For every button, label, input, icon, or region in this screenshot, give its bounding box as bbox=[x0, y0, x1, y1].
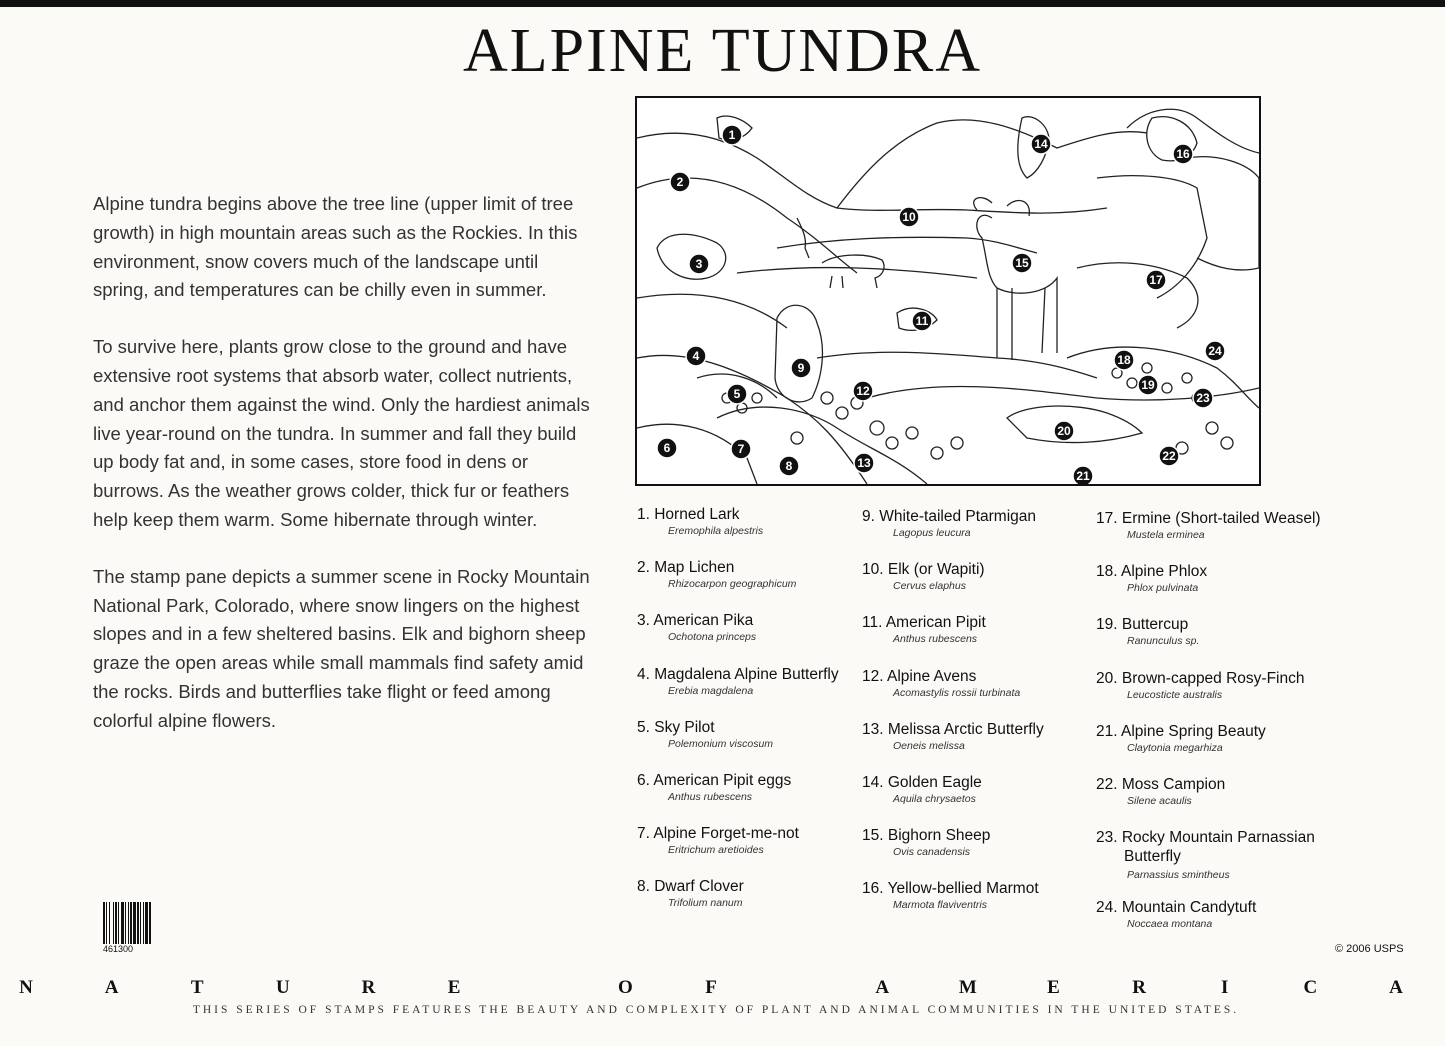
svg-text:9: 9 bbox=[797, 361, 805, 375]
svg-text:23: 23 bbox=[1196, 391, 1210, 405]
svg-text:6: 6 bbox=[663, 441, 671, 455]
series-letter: I bbox=[1221, 977, 1229, 998]
series-letter: C bbox=[1303, 977, 1318, 998]
svg-text:11: 11 bbox=[915, 314, 929, 328]
number-badge bbox=[1012, 253, 1032, 273]
legend-item: 24. Mountain Candytuft Noccaea montana bbox=[1096, 899, 1257, 931]
series-letter: T bbox=[190, 977, 204, 998]
svg-text:22: 22 bbox=[1162, 449, 1176, 463]
number-badge bbox=[1205, 341, 1225, 361]
svg-text:17: 17 bbox=[1149, 273, 1163, 287]
legend-column-1 bbox=[637, 505, 877, 931]
legend-item: 17. Ermine (Short-tailed Weasel) Mustela erminea bbox=[1096, 510, 1321, 541]
number-badge bbox=[670, 172, 690, 192]
legend-item: 9. White-tailed Ptarmigan Lagopus leucura bbox=[862, 508, 1037, 539]
intro-paragraph: To survive here, plants grow close to the ground and have extensive root systems that absorb water, collect nutrients, and anchor them against the wind. Only the hardiest animals live year-round on the tundra. In summer and fall they build up body fat and, in some cases, store food in dens or burrows. As the weather grows colder, thick fur or feathers help keep them warm. Some hibernate through winter. bbox=[93, 336, 590, 530]
number-badge bbox=[779, 456, 799, 476]
number-badge bbox=[1138, 375, 1158, 395]
series-letter: E bbox=[1047, 977, 1060, 998]
svg-text:21: 21 bbox=[1076, 469, 1090, 483]
svg-text:5: 5 bbox=[733, 387, 741, 401]
legend-item: 7. Alpine Forget-me-not Eritrichum aretioides bbox=[637, 825, 799, 857]
number-badge bbox=[657, 438, 677, 458]
page-title: ALPINE TUNDRA bbox=[462, 17, 983, 85]
number-badge bbox=[686, 346, 706, 366]
legend-item: 6. American Pipit eggs Anthus rubescens bbox=[637, 771, 792, 803]
number-badge bbox=[1054, 421, 1074, 441]
series-letter: A bbox=[104, 977, 119, 998]
legend-item: 11. American Pipit Anthus rubescens bbox=[862, 614, 986, 646]
svg-text:20: 20 bbox=[1057, 424, 1071, 438]
number-badge bbox=[722, 125, 742, 145]
legend-item: 13. Melissa Arctic Butterfly Oeneis melissa bbox=[862, 720, 1044, 752]
legend-column-3 bbox=[1096, 509, 1336, 951]
number-badge bbox=[791, 358, 811, 378]
svg-text:13: 13 bbox=[857, 456, 871, 470]
number-badge bbox=[912, 311, 932, 331]
legend-item: 21. Alpine Spring Beauty Claytonia megarhiza bbox=[1096, 722, 1266, 754]
series-tagline: THIS SERIES OF STAMPS FEATURES THE BEAUTY AND COMPLEXITY OF PLANT AND ANIMAL COMMUNITIES IN THE UNITED STATES. bbox=[192, 1004, 1240, 1016]
svg-text:8: 8 bbox=[785, 459, 793, 473]
legend-item: 2. Map Lichen Rhizocarpon geographicum bbox=[637, 559, 797, 591]
legend-name-continued: Butterfly bbox=[1124, 848, 1181, 866]
legend-item: 10. Elk (or Wapiti) Cervus elaphus bbox=[862, 561, 985, 593]
legend-item: 8. Dwarf Clover Trifolium nanum bbox=[637, 878, 744, 910]
series-letter: O bbox=[617, 977, 633, 998]
legend-item: 19. Buttercup Ranunculus sp. bbox=[1096, 616, 1200, 648]
number-badge bbox=[689, 254, 709, 274]
svg-text:16: 16 bbox=[1176, 147, 1190, 161]
svg-text:7: 7 bbox=[737, 442, 745, 456]
legend-item: 15. Bighorn Sheep Ovis canadensis bbox=[862, 827, 991, 859]
number-badge bbox=[1159, 446, 1179, 466]
svg-text:1: 1 bbox=[728, 128, 736, 142]
series-letter: E bbox=[447, 977, 461, 998]
intro-text bbox=[93, 190, 593, 764]
series-letter: R bbox=[361, 977, 376, 998]
number-badge bbox=[1146, 270, 1166, 290]
svg-text:24: 24 bbox=[1208, 344, 1222, 358]
line-drawing bbox=[637, 98, 1259, 484]
number-badge bbox=[899, 207, 919, 227]
number-badge bbox=[731, 439, 751, 459]
series-name bbox=[16, 977, 1406, 999]
series-letter: U bbox=[276, 977, 290, 998]
intro-paragraph: Alpine tundra begins above the tree line (upper limit of tree growth) in high mountain areas such as the Rockies. In this environment, snow covers much of the landscape until spring, and temperatures can be chilly even in summer. bbox=[93, 193, 578, 301]
legend-item: 20. Brown-capped Rosy-Finch Leucosticte australis bbox=[1096, 669, 1305, 701]
legend-item: 16. Yellow-bellied Marmot Marmota flaviventris bbox=[862, 880, 1039, 912]
legend-item: 3. American Pika Ochotona princeps bbox=[637, 612, 757, 644]
svg-text:10: 10 bbox=[902, 210, 916, 224]
series-letter bbox=[530, 977, 550, 999]
series-letter: M bbox=[958, 977, 977, 998]
number-badge bbox=[853, 381, 873, 401]
number-badge bbox=[727, 384, 747, 404]
legend-item: 12. Alpine Avens Acomastylis rossii turbinata bbox=[862, 667, 1021, 699]
svg-text:18: 18 bbox=[1117, 353, 1131, 367]
series-letter: F bbox=[705, 977, 717, 998]
barcode bbox=[103, 902, 187, 944]
barcode-number: 461300 bbox=[103, 944, 134, 954]
legend-item: 5. Sky Pilot Polemonium viscosum bbox=[637, 718, 774, 750]
legend-item: 14. Golden Eagle Aquila chrysaetos bbox=[862, 773, 982, 805]
series-letter: A bbox=[1389, 977, 1403, 998]
legend-item: 23. Rocky Mountain Parnassian Butterfly Parnassius smintheus bbox=[1096, 828, 1336, 898]
svg-text:12: 12 bbox=[856, 384, 870, 398]
legend-item: 4. Magdalena Alpine Butterfly Erebia magdalena bbox=[637, 665, 839, 697]
svg-text:15: 15 bbox=[1015, 256, 1029, 270]
series-letter: A bbox=[875, 977, 890, 998]
svg-text:14: 14 bbox=[1034, 137, 1048, 151]
number-badge bbox=[1031, 134, 1051, 154]
svg-text:19: 19 bbox=[1141, 378, 1155, 392]
legend-item: 18. Alpine Phlox Phlox pulvinata bbox=[1096, 563, 1208, 595]
legend-column-2 bbox=[862, 507, 1102, 933]
intro-paragraph: The stamp pane depicts a summer scene in Rocky Mountain National Park, Colorado, where snow lingers on the highest slopes and in a few sheltered basins. Elk and bighorn sheep graze the open areas while small mammals find safety amid the rocks. Birds and butterflies take flight or feed among colorful alpine flowers. bbox=[93, 565, 590, 731]
number-badge bbox=[854, 453, 874, 473]
svg-text:2: 2 bbox=[676, 175, 684, 189]
copyright: © 2006 USPS bbox=[1335, 943, 1404, 955]
number-badge bbox=[1114, 350, 1134, 370]
number-badge bbox=[1193, 388, 1213, 408]
series-letter: N bbox=[19, 977, 33, 998]
number-badge bbox=[1173, 144, 1193, 164]
legend-item: 1. Horned Lark Eremophila alpestris bbox=[637, 506, 764, 537]
top-border bbox=[0, 0, 1445, 7]
svg-text:4: 4 bbox=[692, 349, 700, 363]
series-letter bbox=[787, 977, 807, 999]
key-illustration bbox=[635, 96, 1261, 486]
number-badge bbox=[1073, 466, 1093, 484]
series-letter: R bbox=[1132, 977, 1146, 998]
svg-text:3: 3 bbox=[695, 257, 703, 271]
legend-item: 22. Moss Campion Silene acaulis bbox=[1096, 775, 1226, 807]
